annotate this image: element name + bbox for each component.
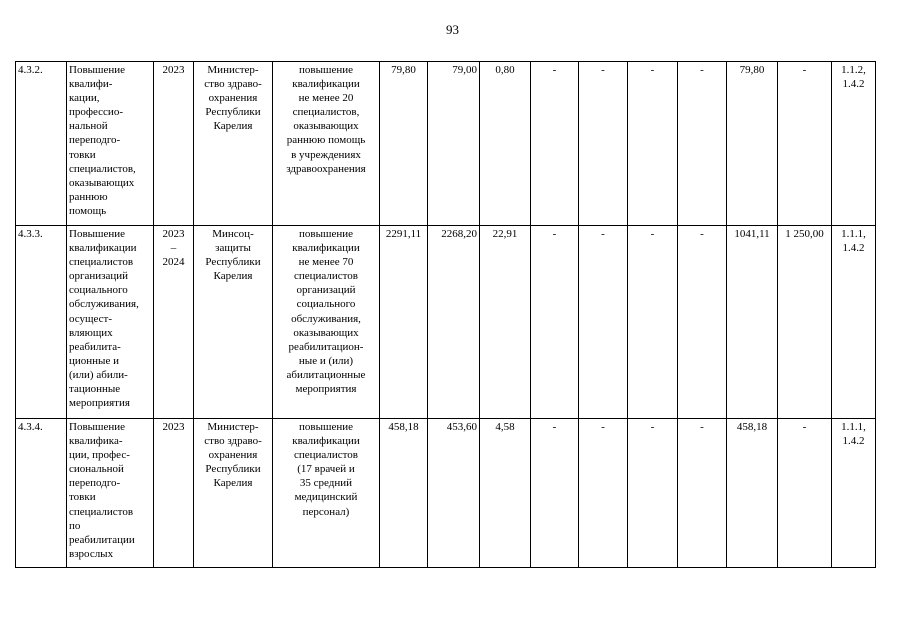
measure-name: Повышение квалифи- кации, профессио- нальной переподго- товки специалистов, оказывающих раннюю помощь [67, 62, 154, 226]
value-3: 22,91 [480, 226, 531, 419]
value-8: 458,18 [727, 419, 778, 568]
value-7: - [678, 62, 727, 226]
value-8: 79,80 [727, 62, 778, 226]
value-9: 1 250,00 [778, 226, 832, 419]
value-4: - [531, 419, 579, 568]
measure-executor: Министер- ство здраво- охранения Республики Карелия [194, 62, 273, 226]
value-6: - [628, 226, 678, 419]
value-9: - [778, 419, 832, 568]
page-number: 93 [446, 22, 459, 37]
measure-result: повышение квалификации не менее 70 специалистов организаций социального обслуживания, оказывающих реабилитацион- ные и (или) абилитационные мероприятия [273, 226, 380, 419]
value-2: 453,60 [428, 419, 480, 568]
table-row [16, 419, 876, 568]
measure-result: повышение квалификации специалистов (17 врачей и 35 средний медицинский персонал) [273, 419, 380, 568]
measure-years: 2023 [154, 62, 194, 226]
measure-number: 4.3.4. [16, 419, 67, 568]
indicator-links: 1.1.2, 1.4.2 [832, 62, 876, 226]
table-row [16, 62, 876, 226]
value-9: - [778, 62, 832, 226]
value-2: 2268,20 [428, 226, 480, 419]
value-3: 4,58 [480, 419, 531, 568]
program-table [15, 61, 876, 568]
value-8: 1041,11 [727, 226, 778, 419]
value-6: - [628, 419, 678, 568]
value-total: 79,80 [380, 62, 428, 226]
measure-name: Повышение квалифика- ции, профес- сиональной переподго- товки специалистов по реабилитации взрослых [67, 419, 154, 568]
value-4: - [531, 226, 579, 419]
value-total: 458,18 [380, 419, 428, 568]
value-6: - [628, 62, 678, 226]
indicator-links: 1.1.1, 1.4.2 [832, 419, 876, 568]
measure-years: 2023 [154, 419, 194, 568]
measure-result: повышение квалификации не менее 20 специалистов, оказывающих раннюю помощь в учреждениях здравоохранения [273, 62, 380, 226]
measure-years: 2023 – 2024 [154, 226, 194, 419]
value-2: 79,00 [428, 62, 480, 226]
value-total: 2291,11 [380, 226, 428, 419]
measure-executor: Министер- ство здраво- охранения Республики Карелия [194, 419, 273, 568]
value-5: - [579, 419, 628, 568]
measure-executor: Минсоц- защиты Республики Карелия [194, 226, 273, 419]
value-5: - [579, 226, 628, 419]
value-7: - [678, 419, 727, 568]
value-5: - [579, 62, 628, 226]
value-3: 0,80 [480, 62, 531, 226]
table-row [16, 226, 876, 419]
value-7: - [678, 226, 727, 419]
value-4: - [531, 62, 579, 226]
measure-number: 4.3.2. [16, 62, 67, 226]
indicator-links: 1.1.1, 1.4.2 [832, 226, 876, 419]
measure-name: Повышение квалификации специалистов организаций социального обслуживания, осущест- вляющих реабилита- ционные и (или) абили- тационные мероприятия [67, 226, 154, 419]
measure-number: 4.3.3. [16, 226, 67, 419]
